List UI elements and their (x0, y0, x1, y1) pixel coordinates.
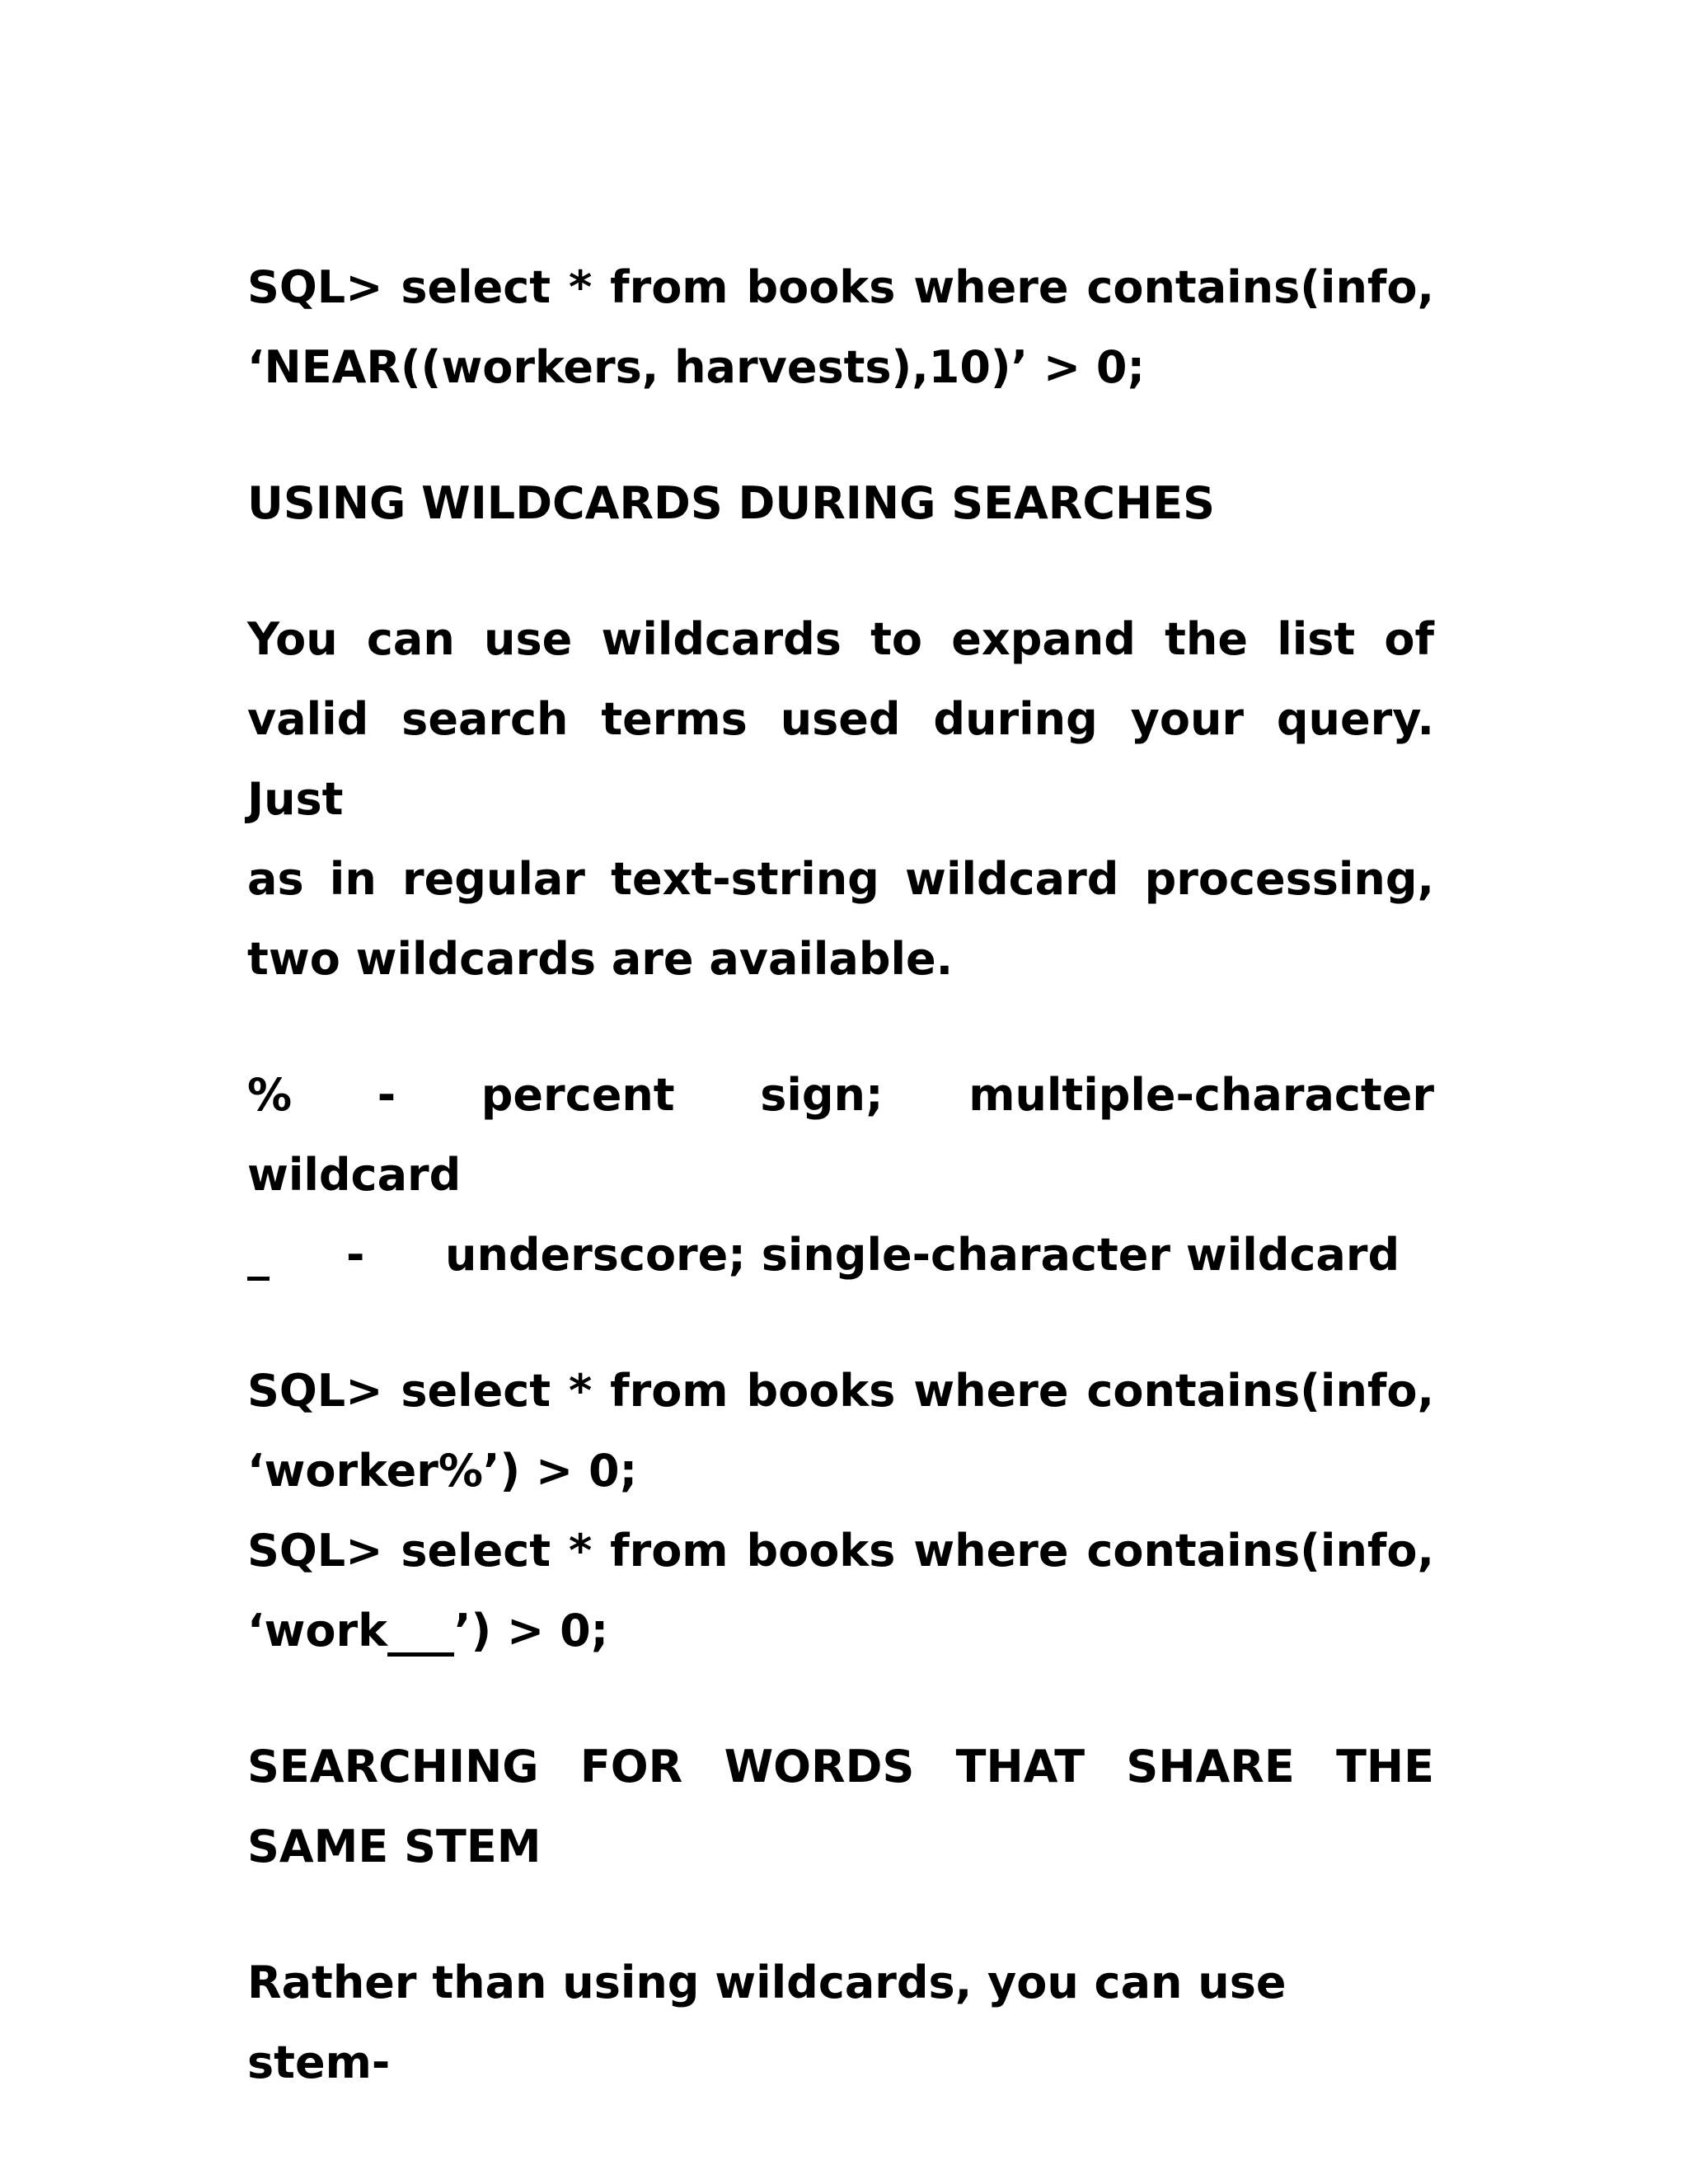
code-line: ‘worker%’) > 0; (247, 1445, 638, 1497)
code-line: SQL> select * from books where contains(info, (247, 261, 1434, 313)
paragraph-line: valid search terms used during your query. Just (247, 693, 1434, 825)
heading-line: SEARCHING FOR WORDS THAT SHARE THE (247, 1741, 1434, 1793)
wildcard-dash: - (377, 1069, 396, 1121)
page-content (247, 247, 1434, 2102)
code-block-wildcards (247, 1351, 1434, 1671)
code-block-near (247, 247, 1434, 407)
wildcard-continuation: wildcard (247, 1149, 462, 1201)
paragraph-line: Rather than using wildcards, you can use stem- (247, 1957, 1287, 2088)
code-line: ‘work___’) > 0; (247, 1605, 609, 1657)
paragraph-line: two wildcards are available. (247, 933, 954, 985)
wildcard-word: percent (481, 1069, 675, 1121)
paragraph-stem-intro (247, 1943, 1434, 2102)
wildcard-list (247, 1055, 1434, 1295)
paragraph-line: as in regular text-string wildcard processing, (247, 853, 1434, 905)
wildcard-dash: - (346, 1229, 365, 1281)
code-line: SQL> select * from books where contains(info, (247, 1365, 1434, 1417)
heading-line: SAME STEM (247, 1821, 542, 1872)
paragraph-wildcards-intro (247, 599, 1434, 999)
code-line: ‘NEAR((workers, harvests),10)’ > 0; (247, 341, 1146, 393)
code-line: SQL> select * from books where contains(info, (247, 1525, 1434, 1577)
wildcard-symbol: _ (247, 1229, 270, 1281)
section-heading-wildcards: USING WILDCARDS DURING SEARCHES (247, 477, 1215, 529)
paragraph-line: You can use wildcards to expand the list of (247, 613, 1434, 665)
wildcard-description: underscore; single-character wildcard (445, 1229, 1400, 1281)
wildcard-symbol: % (247, 1069, 293, 1121)
wildcard-word: multiple-character (968, 1069, 1434, 1121)
wildcard-item-underscore (247, 1215, 1434, 1295)
section-heading-stem (247, 1727, 1434, 1886)
wildcard-word: sign; (760, 1069, 884, 1121)
wildcard-item-percent (247, 1055, 1434, 1135)
